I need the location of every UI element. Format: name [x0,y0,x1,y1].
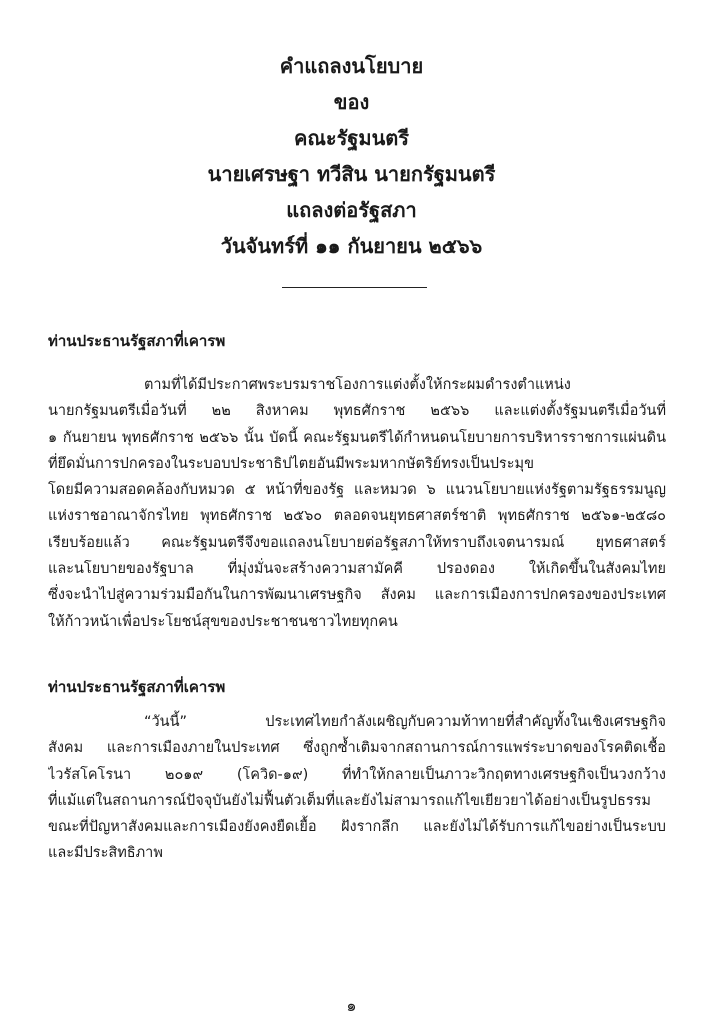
paragraph-line: โดยมีความสอดคล้องกับหมวด ๕ หน้าที่ของรัฐ และหมวด ๖ แนวนโยบายแห่งรัฐตามรัฐธรรมนูญ [48,482,666,499]
paragraph-line: สังคม และการเมืองภายในประเทศ ซึ่งถูกซ้ำเติมจากสถานการณ์การแพร่ระบาดของโรคติดเชื้อ [48,740,666,757]
paragraph-line: ขณะที่ปัญหาสังคมและการเมืองยังคงยืดเยื้อ ฝังรากลึก และยังไม่ได้รับการแก้ไขอย่างเป็นระบบ [48,819,666,836]
paragraph-line: ซึ่งจะนำไปสู่ความร่วมมือกันในการพัฒนาเศรษฐกิจ สังคม และการเมืองการปกครองของประเทศ [48,587,666,604]
title-line: ของ [333,90,370,114]
section-2-paragraph [48,709,666,867]
paragraph-line: ให้ก้าวหน้าเพื่อประโยชน์สุขของประชาชนชาวไทยทุกคน [48,613,398,630]
paragraph-line: ตามที่ได้มีประกาศพระบรมราชโองการแต่งตั้งให้กระผมดำรงตำแหน่ง [144,377,571,393]
paragraph-line: ที่แม้แต่ในสถานการณ์ปัจจุบันยังไม่ฟื้นตัวเต็มที่และยังไม่สามารถแก้ไขเยียวยาได้อย่างเป็นรูปธรรม [48,792,651,809]
paragraph-line: นายกรัฐมนตรีเมื่อวันที่ ๒๒ สิงหาคม พุทธศักราช ๒๕๖๖ และแต่งตั้งรัฐมนตรีเมื่อวันที่ [48,403,666,420]
title-divider [282,287,427,288]
paragraph-line: ที่ยึดมั่นการปกครองในระบอบประชาธิปไตยอันมีพระมหากษัตริย์ทรงเป็นประมุข [48,455,534,472]
document-title [0,48,703,264]
paragraph-line: และนโยบายของรัฐบาล ที่มุ่งมั่นจะสร้างความสามัคคี ปรองดอง ให้เกิดขึ้นในสังคมไทย [48,561,666,578]
title-line: คำแถลงนโยบาย [279,54,424,78]
paragraph-line: เรียบร้อยแล้ว คณะรัฐมนตรีจึงขอแถลงนโยบายต่อรัฐสภาให้ทราบถึงเจตนารมณ์ ยุทธศาสตร์ [48,534,666,551]
section-2-salutation: ท่านประธานรัฐสภาที่เคารพ [48,678,226,696]
title-line: วันจันทร์ที่ ๑๑ กันยายน ๒๕๖๖ [220,234,483,258]
title-line: คณะรัฐมนตรี [293,126,410,150]
section-1-paragraph [48,372,666,635]
paragraph-line: ๑ กันยายน พุทธศักราช ๒๕๖๖ นั้น บัดนี้ คณะรัฐมนตรีได้กำหนดนโยบายการบริหารราชการแผ่นดิน [48,429,666,446]
paragraph-line: แห่งราชอาณาจักรไทย พุทธศักราช ๒๕๖๐ ตลอดจนยุทธศาสตร์ชาติ พุทธศักราช ๒๕๖๑-๒๕๘๐ [48,508,666,525]
title-line: นายเศรษฐา ทวีสิน นายกรัฐมนตรี [207,162,496,186]
title-line: แถลงต่อรัฐสภา [286,198,417,222]
paragraph-line: “วันนี้” ประเทศไทยกำลังเผชิญกับความท้าทายที่สำคัญทั้งในเชิงเศรษฐกิจ [144,714,666,730]
paragraph-line: และมีประสิทธิภาพ [48,845,163,862]
paragraph-line: ไวรัสโคโรนา ๒๐๑๙ (โควิด-๑๙) ที่ทำให้กลายเป็นภาวะวิกฤตทางเศรษฐกิจเป็นวงกว้าง [48,766,666,783]
section-1-salutation: ท่านประธานรัฐสภาที่เคารพ [48,332,226,350]
page-number: ๑ [346,996,357,1015]
